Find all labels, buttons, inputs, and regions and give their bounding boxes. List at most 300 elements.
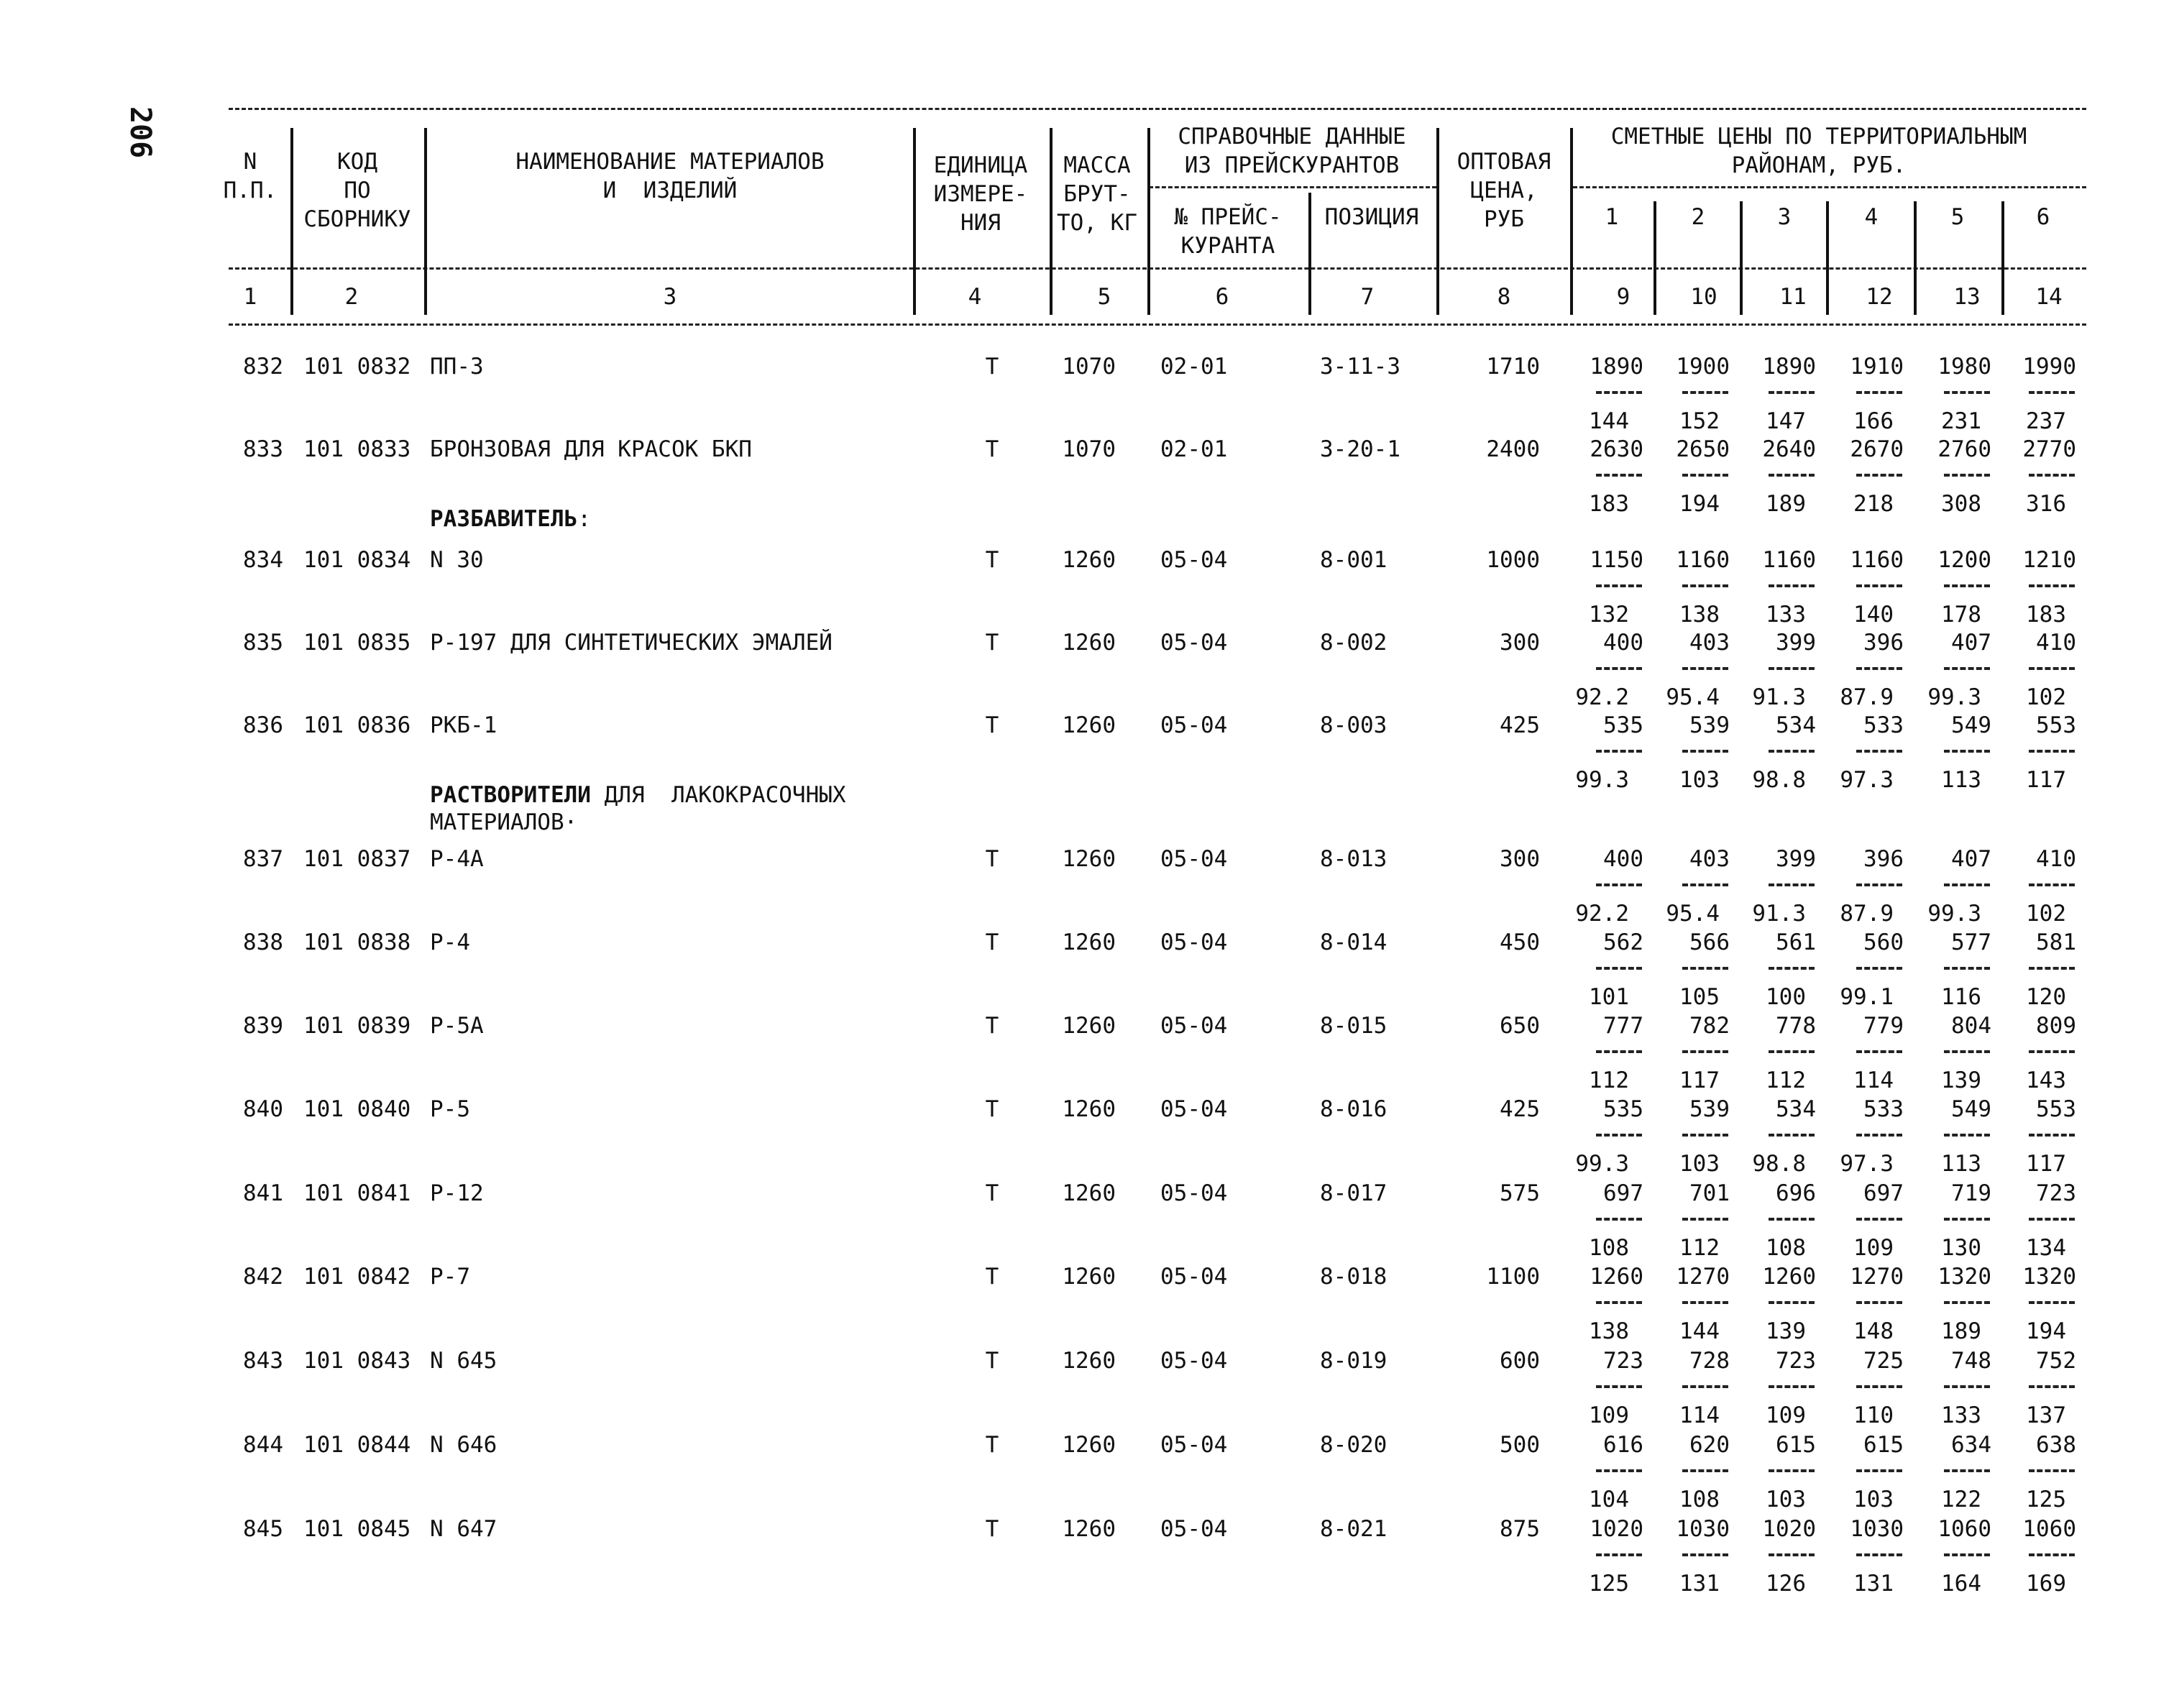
fraction-divider (1769, 883, 1815, 886)
row-unit: Т (985, 1516, 999, 1542)
row-name: N 30 (430, 547, 484, 573)
row-region-transport: 110 (1853, 1402, 1894, 1428)
row-region-transport: 237 (2026, 408, 2066, 434)
row-region-price: 1270 (1676, 1264, 1730, 1290)
row-region-transport: 178 (1941, 602, 1981, 628)
row-region-transport: 109 (1853, 1235, 1894, 1261)
page-number: 206 (124, 106, 157, 159)
column-number: 7 (1360, 284, 1375, 310)
row-pricelist: 05-04 (1160, 929, 1228, 955)
row-pricelist: 05-04 (1160, 1516, 1228, 1542)
col-sep-7 (1436, 128, 1439, 315)
column-number: 6 (1215, 284, 1229, 310)
column-number: 13 (1953, 284, 1981, 310)
row-region-transport: 100 (1766, 984, 1806, 1010)
fraction-divider (1769, 474, 1815, 477)
fraction-divider (1944, 584, 1990, 587)
fraction-divider (2029, 474, 2075, 477)
fraction-divider (2029, 967, 2075, 970)
row-region-transport: 133 (1766, 602, 1806, 628)
row-region-price: 697 (1603, 1180, 1643, 1206)
row-name: Р-12 (430, 1180, 484, 1206)
row-region-transport: 99.3 (1927, 684, 1981, 710)
fraction-divider (1769, 1553, 1815, 1556)
row-region-price: 809 (2036, 1013, 2076, 1039)
row-name: Р-4А (430, 846, 484, 872)
row-region-transport: 112 (1766, 1068, 1806, 1093)
fraction-divider (2029, 883, 2075, 886)
fraction-divider (1856, 967, 1902, 970)
row-unit: Т (985, 1264, 999, 1290)
fraction-divider (1682, 1134, 1728, 1137)
row-number: 842 (243, 1264, 283, 1290)
row-region-price: 403 (1689, 846, 1730, 872)
row-number: 836 (243, 712, 283, 738)
col-sep-5 (1147, 128, 1150, 315)
fraction-divider (1596, 1050, 1642, 1053)
row-region-price: 2630 (1590, 436, 1643, 462)
row-position: 8-002 (1320, 630, 1388, 656)
row-name: N 645 (430, 1348, 497, 1374)
row-region-transport: 231 (1941, 408, 1981, 434)
row-region-transport: 108 (1766, 1235, 1806, 1261)
row-region-price: 1890 (1762, 354, 1816, 380)
row-pricelist: 05-04 (1160, 1348, 1228, 1374)
row-unit: Т (985, 1432, 999, 1458)
row-region-transport: 218 (1853, 491, 1894, 517)
row-pricelist: 05-04 (1160, 547, 1228, 573)
row-region-price: 560 (1863, 929, 1904, 955)
rule-table-start (229, 323, 2086, 326)
section-heading-thinners-colon: : (577, 506, 591, 532)
row-region-price: 615 (1776, 1432, 1816, 1458)
rule-header-bottom (229, 267, 2086, 270)
row-region-transport: 126 (1766, 1571, 1806, 1597)
row-region-transport: 116 (1941, 984, 1981, 1010)
fraction-divider (1596, 967, 1642, 970)
fraction-divider (1596, 1301, 1642, 1304)
row-number: 840 (243, 1096, 283, 1122)
row-region-price: 723 (1603, 1348, 1643, 1374)
row-region-price: 577 (1951, 929, 1991, 955)
row-region-price: 697 (1863, 1180, 1904, 1206)
fraction-divider (1769, 1134, 1815, 1137)
row-region-price: 1060 (2022, 1516, 2076, 1542)
row-region-price: 1260 (1762, 1264, 1816, 1290)
header-name: НАИМЕНОВАНИЕ МАТЕРИАЛОВ И ИЗДЕЛИЙ (515, 149, 825, 203)
row-region-transport: 112 (1589, 1068, 1629, 1093)
row-region-transport: 144 (1589, 408, 1629, 434)
row-region-price: 1270 (1850, 1264, 1904, 1290)
section-heading-thinners (430, 505, 591, 533)
row-mass: 1260 (1062, 1013, 1116, 1039)
row-region-transport: 102 (2026, 684, 2066, 710)
row-region-transport: 189 (1941, 1318, 1981, 1344)
fraction-divider (1682, 667, 1728, 670)
row-region-price: 400 (1603, 630, 1643, 656)
row-wholesale-price: 450 (1500, 929, 1540, 955)
fraction-divider (2029, 1218, 2075, 1221)
row-name: Р-4 (430, 929, 470, 955)
fraction-divider (1682, 750, 1728, 753)
row-unit: Т (985, 1096, 999, 1122)
column-number: 9 (1616, 284, 1630, 310)
row-region-price: 535 (1603, 712, 1643, 738)
row-wholesale-price: 300 (1500, 630, 1540, 656)
fraction-divider (1596, 750, 1642, 753)
row-name: N 646 (430, 1432, 497, 1458)
row-mass: 1260 (1062, 1096, 1116, 1122)
row-pricelist: 05-04 (1160, 1180, 1228, 1206)
header-pricelist: № ПРЕЙС- КУРАНТА (1174, 204, 1282, 259)
fraction-divider (1944, 474, 1990, 477)
row-position: 8-014 (1320, 929, 1388, 955)
row-region-price: 696 (1776, 1180, 1816, 1206)
row-region-price: 566 (1689, 929, 1730, 955)
row-region-transport: 101 (1589, 984, 1629, 1010)
fraction-divider (2029, 1301, 2075, 1304)
column-number: 1 (243, 284, 257, 310)
fraction-divider (1944, 391, 1990, 394)
row-position: 3-11-3 (1320, 354, 1400, 380)
row-number: 837 (243, 846, 283, 872)
row-region-transport: 91.3 (1752, 901, 1806, 927)
row-pricelist: 05-04 (1160, 712, 1228, 738)
row-region-price: 549 (1951, 712, 1991, 738)
row-code: 101 0840 (303, 1096, 411, 1122)
row-region-price: 1980 (1937, 354, 1991, 380)
row-region-price: 400 (1603, 846, 1643, 872)
row-region-transport: 194 (2026, 1318, 2066, 1344)
fraction-divider (1596, 1553, 1642, 1556)
row-region-price: 1200 (1937, 547, 1991, 573)
row-pricelist: 05-04 (1160, 1264, 1228, 1290)
row-region-transport: 87.9 (1840, 684, 1894, 710)
rule-regions-sub (1573, 186, 2086, 188)
row-region-transport: 183 (2026, 602, 2066, 628)
row-region-price: 1160 (1676, 547, 1730, 573)
row-region-transport: 99.1 (1840, 984, 1894, 1010)
fraction-divider (1944, 1050, 1990, 1053)
row-region-price: 1320 (2022, 1264, 2076, 1290)
fraction-divider (2029, 1134, 2075, 1137)
column-number: 5 (1097, 284, 1111, 310)
header-regions-group: СМЕТНЫЕ ЦЕНЫ ПО ТЕРРИТОРИАЛЬНЫМ РАЙОНАМ, РУБ. (1610, 124, 2027, 178)
row-position: 8-016 (1320, 1096, 1388, 1122)
col-sep-6 (1308, 193, 1311, 315)
row-region-transport: 97.3 (1840, 1151, 1894, 1177)
row-name: Р-7 (430, 1264, 470, 1290)
fraction-divider (1596, 667, 1642, 670)
row-region-transport: 99.3 (1575, 1151, 1629, 1177)
row-number: 845 (243, 1516, 283, 1542)
region-label: 6 (2036, 204, 2050, 230)
region-label: 3 (1777, 204, 1792, 230)
row-region-transport: 144 (1679, 1318, 1720, 1344)
fraction-divider (1596, 391, 1642, 394)
row-region-transport: 133 (1941, 1402, 1981, 1428)
row-mass: 1260 (1062, 846, 1116, 872)
row-region-price: 1900 (1676, 354, 1730, 380)
row-number: 844 (243, 1432, 283, 1458)
fraction-divider (2029, 1050, 2075, 1053)
fraction-divider (1856, 474, 1902, 477)
row-region-price: 549 (1951, 1096, 1991, 1122)
row-region-transport: 117 (2026, 767, 2066, 793)
col-sep-9 (1654, 201, 1656, 315)
row-position: 8-020 (1320, 1432, 1388, 1458)
fraction-divider (1856, 667, 1902, 670)
row-region-price: 1030 (1850, 1516, 1904, 1542)
fraction-divider (1596, 883, 1642, 886)
row-region-transport: 114 (1679, 1402, 1720, 1428)
row-name: Р-197 ДЛЯ СИНТЕТИЧЕСКИХ ЭМАЛЕЙ (430, 630, 833, 656)
row-region-price: 723 (1776, 1348, 1816, 1374)
fraction-divider (1682, 883, 1728, 886)
row-position: 8-001 (1320, 547, 1388, 573)
fraction-divider (1769, 967, 1815, 970)
row-region-price: 1260 (1590, 1264, 1643, 1290)
row-region-price: 701 (1689, 1180, 1730, 1206)
row-wholesale-price: 425 (1500, 1096, 1540, 1122)
row-unit: Т (985, 436, 999, 462)
fraction-divider (1769, 1050, 1815, 1053)
row-region-transport: 164 (1941, 1571, 1981, 1597)
row-region-transport: 92.2 (1575, 684, 1629, 710)
row-unit: Т (985, 929, 999, 955)
row-code: 101 0838 (303, 929, 411, 955)
fraction-divider (2029, 584, 2075, 587)
row-mass: 1070 (1062, 354, 1116, 380)
row-wholesale-price: 600 (1500, 1348, 1540, 1374)
col-sep-13 (2001, 201, 2004, 315)
row-mass: 1260 (1062, 1180, 1116, 1206)
header-ref-group: СПРАВОЧНЫЕ ДАННЫЕ ИЗ ПРЕЙСКУРАНТОВ (1178, 124, 1406, 178)
row-wholesale-price: 1000 (1486, 547, 1540, 573)
fraction-divider (1944, 1301, 1990, 1304)
fraction-divider (1682, 474, 1728, 477)
row-region-price: 539 (1689, 712, 1730, 738)
row-position: 8-019 (1320, 1348, 1388, 1374)
fraction-divider (1769, 1301, 1815, 1304)
header-num: N П.П. (223, 149, 278, 203)
row-pricelist: 05-04 (1160, 1013, 1228, 1039)
row-name: БРОНЗОВАЯ ДЛЯ КРАСОК БКП (430, 436, 752, 462)
row-region-price: 396 (1863, 630, 1904, 656)
row-code: 101 0837 (303, 846, 411, 872)
header-code: КОД ПО СБОРНИКУ (303, 149, 411, 232)
row-region-price: 620 (1689, 1432, 1730, 1458)
row-region-transport: 103 (1679, 1151, 1720, 1177)
fraction-divider (1596, 1385, 1642, 1388)
row-code: 101 0843 (303, 1348, 411, 1374)
row-region-transport: 120 (2026, 984, 2066, 1010)
fraction-divider (1682, 1469, 1728, 1472)
fraction-divider (1682, 1301, 1728, 1304)
fraction-divider (1682, 584, 1728, 587)
section-heading-solvents-bold: РАСТВОРИТЕЛИ (430, 782, 591, 808)
row-region-price: 581 (2036, 929, 2076, 955)
row-region-transport: 108 (1589, 1235, 1629, 1261)
fraction-divider (1944, 1469, 1990, 1472)
fraction-divider (1596, 1218, 1642, 1221)
row-region-transport: 117 (1679, 1068, 1720, 1093)
row-region-transport: 114 (1853, 1068, 1894, 1093)
row-region-transport: 131 (1679, 1571, 1720, 1597)
row-region-price: 1210 (2022, 547, 2076, 573)
row-region-transport: 169 (2026, 1571, 2066, 1597)
row-number: 833 (243, 436, 283, 462)
row-region-transport: 138 (1589, 1318, 1629, 1344)
row-region-price: 1030 (1676, 1516, 1730, 1542)
row-region-price: 1020 (1762, 1516, 1816, 1542)
header-unit: ЕДИНИЦА ИЗМЕРЕ- НИЯ (933, 152, 1028, 236)
row-wholesale-price: 500 (1500, 1432, 1540, 1458)
row-pricelist: 05-04 (1160, 630, 1228, 656)
row-code: 101 0832 (303, 354, 411, 380)
row-region-transport: 130 (1941, 1235, 1981, 1261)
row-number: 841 (243, 1180, 283, 1206)
row-region-price: 638 (2036, 1432, 2076, 1458)
row-position: 3-20-1 (1320, 436, 1400, 462)
row-mass: 1070 (1062, 436, 1116, 462)
row-region-transport: 97.3 (1840, 767, 1894, 793)
row-region-transport: 316 (2026, 491, 2066, 517)
row-region-transport: 125 (2026, 1487, 2066, 1512)
row-code: 101 0835 (303, 630, 411, 656)
row-name: Р-5 (430, 1096, 470, 1122)
row-region-transport: 134 (2026, 1235, 2066, 1261)
row-region-price: 533 (1863, 712, 1904, 738)
fraction-divider (1769, 391, 1815, 394)
fraction-divider (1944, 1218, 1990, 1221)
row-region-transport: 122 (1941, 1487, 1981, 1512)
fraction-divider (1769, 584, 1815, 587)
row-region-transport: 137 (2026, 1402, 2066, 1428)
fraction-divider (2029, 1553, 2075, 1556)
row-region-transport: 108 (1679, 1487, 1720, 1512)
row-region-price: 407 (1951, 630, 1991, 656)
fraction-divider (1856, 584, 1902, 587)
row-number: 835 (243, 630, 283, 656)
row-name: N 647 (430, 1516, 497, 1542)
row-region-price: 1890 (1590, 354, 1643, 380)
row-unit: Т (985, 1348, 999, 1374)
row-number: 839 (243, 1013, 283, 1039)
header-mass: МАССА БРУТ- ТО, КГ (1057, 152, 1137, 236)
row-region-price: 1160 (1850, 547, 1904, 573)
row-wholesale-price: 1100 (1486, 1264, 1540, 1290)
row-region-price: 407 (1951, 846, 1991, 872)
row-region-price: 777 (1603, 1013, 1643, 1039)
row-region-transport: 147 (1766, 408, 1806, 434)
row-mass: 1260 (1062, 630, 1116, 656)
row-mass: 1260 (1062, 1516, 1116, 1542)
region-label: 5 (1950, 204, 1965, 230)
fraction-divider (1769, 750, 1815, 753)
fraction-divider (1856, 750, 1902, 753)
row-region-price: 1020 (1590, 1516, 1643, 1542)
row-region-transport: 104 (1589, 1487, 1629, 1512)
fraction-divider (1944, 1553, 1990, 1556)
row-pricelist: 05-04 (1160, 846, 1228, 872)
section-heading-thinners-bold: РАЗБАВИТЕЛЬ (430, 506, 578, 532)
fraction-divider (1769, 667, 1815, 670)
row-region-transport: 152 (1679, 408, 1720, 434)
row-region-price: 719 (1951, 1180, 1991, 1206)
row-region-price: 396 (1863, 846, 1904, 872)
row-region-transport: 139 (1941, 1068, 1981, 1093)
fraction-divider (1769, 1469, 1815, 1472)
row-region-transport: 103 (1766, 1487, 1806, 1512)
row-region-price: 534 (1776, 1096, 1816, 1122)
row-region-transport: 98.8 (1752, 1151, 1806, 1177)
row-code: 101 0842 (303, 1264, 411, 1290)
row-region-price: 1150 (1590, 547, 1643, 573)
fraction-divider (1944, 1385, 1990, 1388)
col-sep-3 (913, 128, 916, 315)
row-mass: 1260 (1062, 1348, 1116, 1374)
row-region-price: 1910 (1850, 354, 1904, 380)
row-region-transport: 308 (1941, 491, 1981, 517)
row-region-transport: 189 (1766, 491, 1806, 517)
row-region-price: 782 (1689, 1013, 1730, 1039)
row-position: 8-003 (1320, 712, 1388, 738)
row-region-transport: 105 (1679, 984, 1720, 1010)
row-code: 101 0844 (303, 1432, 411, 1458)
row-region-price: 615 (1863, 1432, 1904, 1458)
row-region-transport: 87.9 (1840, 901, 1894, 927)
row-wholesale-price: 425 (1500, 712, 1540, 738)
row-region-transport: 109 (1766, 1402, 1806, 1428)
row-code: 101 0845 (303, 1516, 411, 1542)
row-wholesale-price: 2400 (1486, 436, 1540, 462)
row-mass: 1260 (1062, 1264, 1116, 1290)
row-region-transport: 98.8 (1752, 767, 1806, 793)
fraction-divider (1856, 1553, 1902, 1556)
column-number: 14 (2035, 284, 2063, 310)
row-wholesale-price: 575 (1500, 1180, 1540, 1206)
fraction-divider (1682, 1050, 1728, 1053)
row-region-transport: 99.3 (1927, 901, 1981, 927)
row-region-price: 2770 (2022, 436, 2076, 462)
row-region-transport: 92.2 (1575, 901, 1629, 927)
row-region-transport: 95.4 (1666, 684, 1720, 710)
fraction-divider (1856, 1385, 1902, 1388)
row-region-price: 534 (1776, 712, 1816, 738)
row-region-transport: 95.4 (1666, 901, 1720, 927)
row-region-transport: 117 (2026, 1151, 2066, 1177)
row-region-transport: 113 (1941, 767, 1981, 793)
fraction-divider (1596, 1134, 1642, 1137)
row-number: 834 (243, 547, 283, 573)
section-heading-solvents (430, 781, 846, 809)
row-region-price: 539 (1689, 1096, 1730, 1122)
row-region-transport: 166 (1853, 408, 1894, 434)
row-unit: Т (985, 547, 999, 573)
row-pricelist: 05-04 (1160, 1432, 1228, 1458)
row-region-price: 725 (1863, 1348, 1904, 1374)
fraction-divider (1944, 750, 1990, 753)
row-region-price: 634 (1951, 1432, 1991, 1458)
row-region-transport: 148 (1853, 1318, 1894, 1344)
fraction-divider (1682, 1553, 1728, 1556)
row-position: 8-017 (1320, 1180, 1388, 1206)
col-sep-12 (1914, 201, 1917, 315)
col-sep-8 (1570, 128, 1573, 315)
section-heading-solvents-tail: ДЛЯ ЛАКОКРАСОЧНЫХ (590, 782, 846, 808)
header-position: ПОЗИЦИЯ (1324, 204, 1419, 230)
